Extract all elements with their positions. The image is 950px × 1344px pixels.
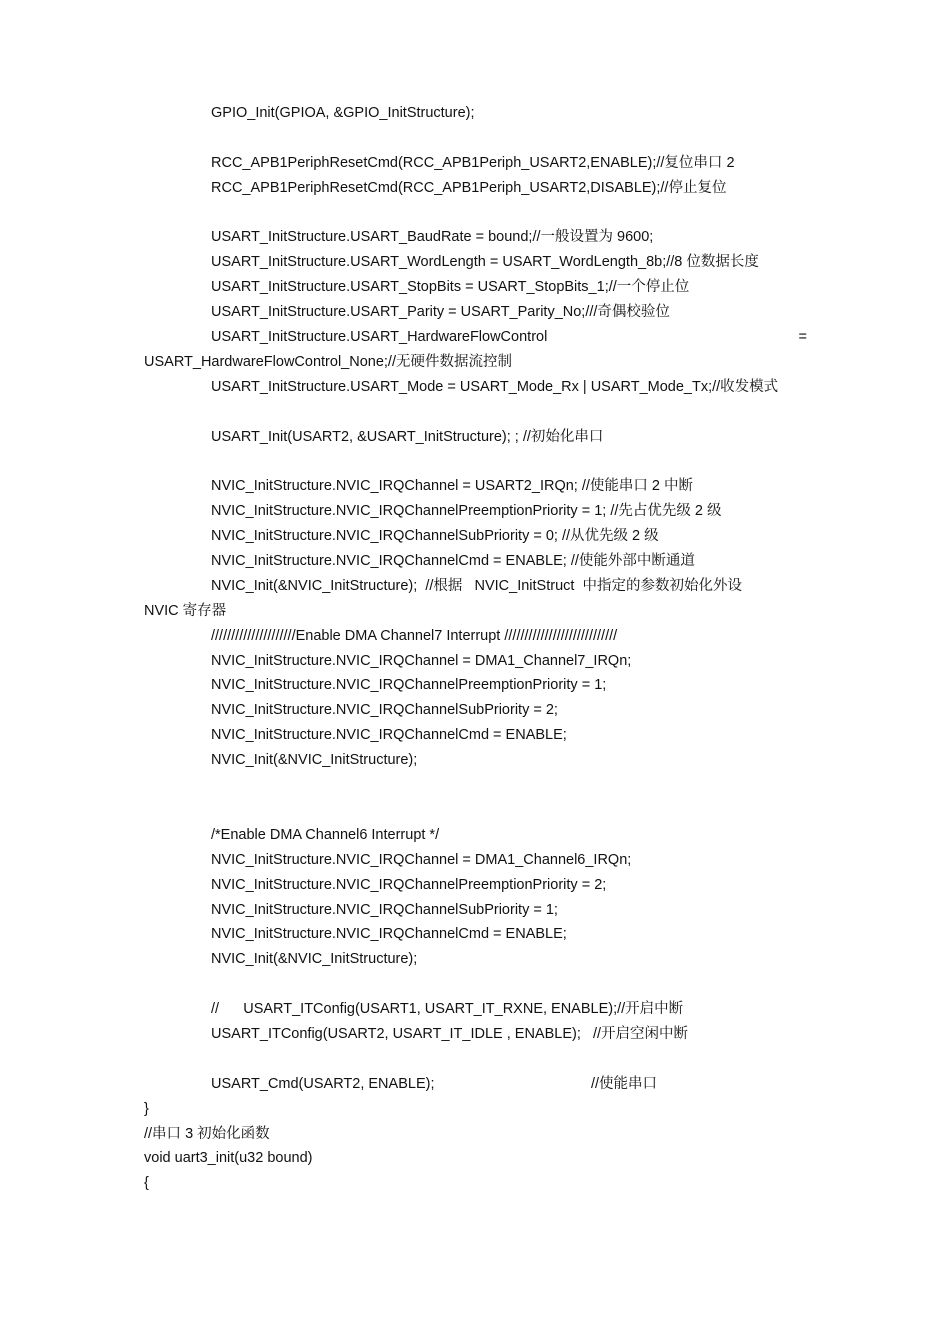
code-line: NVIC_InitStructure.NVIC_IRQChannelPreemptionPriority = 1; [211, 677, 607, 694]
code-line: } [144, 1100, 149, 1117]
code-line: NVIC_InitStructure.NVIC_IRQChannelSubPriority = 2; [211, 702, 558, 719]
code-listing [0, 101, 950, 1196]
code-line: NVIC 寄存器 [144, 602, 227, 619]
code-line [0, 1047, 950, 1072]
code-line: //串口 3 初始化函数 [144, 1125, 270, 1142]
code-line: NVIC_InitStructure.NVIC_IRQChannelPreemptionPriority = 1; //先占优先级 2 级 [211, 503, 722, 520]
code-line: USART_InitStructure.USART_Parity = USART_Parity_No;///奇偶校验位 [211, 304, 670, 321]
code-line: NVIC_InitStructure.NVIC_IRQChannelSubPriority = 1; [211, 901, 558, 918]
code-line-text: USART_InitStructure.USART_HardwareFlowControl [211, 329, 548, 346]
code-line: USART_InitStructure.USART_Mode = USART_Mode_Rx | USART_Mode_Tx;//收发模式 [211, 378, 779, 395]
code-line [0, 325, 807, 350]
code-line: NVIC_Init(&NVIC_InitStructure); [211, 752, 418, 769]
code-line-text: USART_Cmd(USART2, ENABLE); [211, 1075, 435, 1092]
code-line: NVIC_Init(&NVIC_InitStructure); //根据 NVIC_InitStruct 中指定的参数初始化外设 [211, 577, 742, 594]
code-line: NVIC_Init(&NVIC_InitStructure); [211, 951, 418, 968]
code-line: USART_InitStructure.USART_StopBits = USART_StopBits_1;//一个停止位 [211, 279, 690, 296]
code-line [0, 1072, 950, 1097]
code-line: NVIC_InitStructure.NVIC_IRQChannelCmd = ENABLE; [211, 727, 567, 744]
code-line: NVIC_InitStructure.NVIC_IRQChannelSubPriority = 0; //从优先级 2 级 [211, 528, 659, 545]
code-line [0, 972, 950, 997]
code-line: // USART_ITConfig(USART1, USART_IT_RXNE, ENABLE);//开启中断 [211, 1001, 684, 1018]
code-line: USART_InitStructure.USART_BaudRate = bound;//一般设置为 9600; [211, 229, 654, 246]
code-line: USART_HardwareFlowControl_None;//无硬件数据流控制 [144, 353, 512, 370]
code-line: RCC_APB1PeriphResetCmd(RCC_APB1Periph_USART2,ENABLE);//复位串口 2 [211, 154, 735, 171]
code-line: GPIO_Init(GPIOA, &GPIO_InitStructure); [211, 105, 475, 121]
code-line: NVIC_InitStructure.NVIC_IRQChannel = DMA1_Channel7_IRQn; [211, 652, 632, 669]
code-line [0, 449, 950, 474]
code-line-tail: = [798, 329, 807, 346]
code-line: NVIC_InitStructure.NVIC_IRQChannelPreemptionPriority = 2; [211, 876, 607, 893]
code-line: { [144, 1175, 149, 1192]
code-line [0, 126, 950, 151]
code-line [0, 798, 950, 823]
code-line-comment: //使能串口 [591, 1075, 658, 1092]
code-line: USART_ITConfig(USART2, USART_IT_IDLE , ENABLE); //开启空闲中断 [211, 1025, 689, 1042]
code-line: void uart3_init(u32 bound) [144, 1150, 313, 1167]
code-line: NVIC_InitStructure.NVIC_IRQChannelCmd = ENABLE; //使能外部中断通道 [211, 553, 695, 570]
code-line: /*Enable DMA Channel6 Interrupt */ [211, 826, 440, 843]
code-line: NVIC_InitStructure.NVIC_IRQChannelCmd = ENABLE; [211, 926, 567, 943]
code-line: NVIC_InitStructure.NVIC_IRQChannel = USART2_IRQn; //使能串口 2 中断 [211, 478, 694, 495]
code-line: NVIC_InitStructure.NVIC_IRQChannel = DMA1_Channel6_IRQn; [211, 851, 632, 868]
code-line: USART_Init(USART2, &USART_InitStructure); ; //初始化串口 [211, 428, 604, 445]
code-line [0, 400, 950, 425]
code-line: USART_InitStructure.USART_WordLength = USART_WordLength_8b;//8 位数据长度 [211, 254, 759, 271]
code-line [0, 773, 950, 798]
code-line: /////////////////////Enable DMA Channel7 Interrupt //////////////////////////// [211, 627, 618, 644]
code-line [0, 201, 950, 226]
code-line: RCC_APB1PeriphResetCmd(RCC_APB1Periph_USART2,DISABLE);//停止复位 [211, 179, 727, 196]
